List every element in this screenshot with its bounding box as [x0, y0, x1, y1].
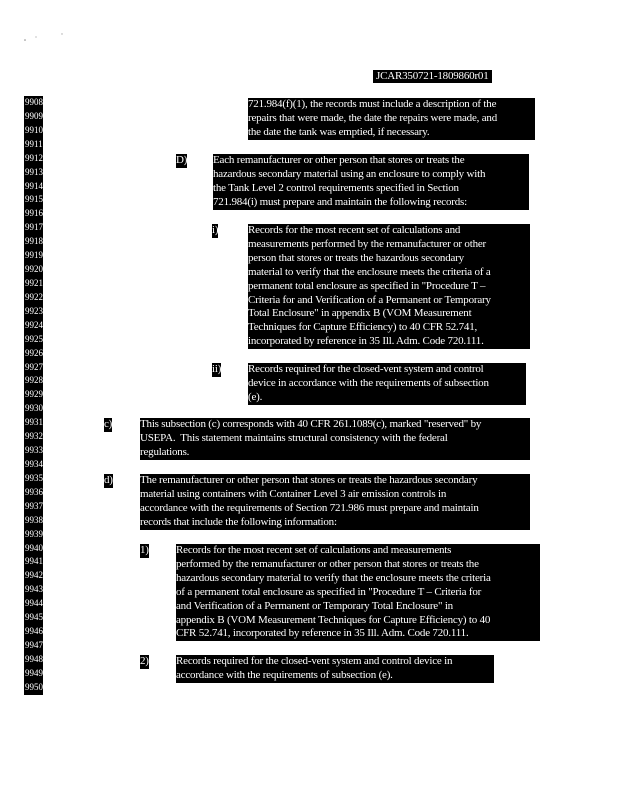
line-number: 9939 [25, 528, 43, 539]
item-c-paragraph [140, 418, 530, 460]
line-number: 9926 [25, 347, 43, 358]
text-line: measurements performed by the remanufacturer or other [248, 237, 487, 250]
text-line: material using containers with Container Level 3 air emission controls in [140, 487, 447, 500]
item-label-d: d) [104, 474, 113, 486]
text-line: accordance with the requirements of Section 721.986 must prepare and maintain [140, 501, 479, 514]
text-line: Records required for the closed-vent system and control device in [176, 655, 453, 667]
item-1-paragraph [176, 544, 540, 641]
line-number: 9933 [25, 445, 43, 456]
text-line: of a permanent total enclosure as specified in "Procedure T – Criteria for [176, 585, 482, 598]
line-number: 9909 [25, 110, 43, 121]
line-number: 9935 [25, 472, 43, 483]
line-number: 9942 [25, 570, 43, 581]
text-line: appendix B (VOM Measurement Techniques for Capture Efficiency) to 40 [176, 613, 491, 626]
item-2-paragraph [176, 655, 494, 683]
document-code: JCAR350721-1809860r01 [373, 70, 492, 83]
text-line: hazardous secondary material to verify that the enclosure meets the criteria [176, 571, 491, 584]
text-line: Records for the most recent set of calculations and measurements [176, 544, 452, 556]
text-line: Records required for the closed-vent system and control [248, 363, 484, 375]
continuation-paragraph [248, 98, 535, 140]
line-number: 9919 [25, 250, 43, 261]
line-number: 9936 [25, 486, 43, 497]
line-number: 9938 [25, 514, 43, 525]
text-line: and Verification of a Permanent or Temporary Total Enclosure" in [176, 599, 453, 612]
line-number: 9921 [25, 277, 43, 288]
item-label-1: 1) [140, 544, 149, 556]
text-line: the Tank Level 2 control requirements specified in Section [213, 181, 459, 194]
text-line: The remanufacturer or other person that stores or treats the hazardous secondary [140, 474, 478, 486]
line-number: 9915 [25, 194, 43, 205]
line-number: 9913 [25, 166, 43, 177]
line-number: 9911 [25, 138, 43, 149]
line-number-column [24, 96, 43, 695]
text-line: Each remanufacturer or other person that stores or treats the [213, 154, 465, 166]
item-label-i: i) [212, 224, 219, 236]
line-number: 9945 [25, 612, 43, 623]
item-ii-paragraph [248, 363, 526, 405]
item-label-c: c) [104, 418, 113, 430]
line-number: 9916 [25, 208, 43, 219]
line-number: 9949 [25, 667, 43, 678]
line-number: 9947 [25, 639, 43, 650]
line-number: 9912 [25, 152, 43, 163]
text-line: This subsection (c) corresponds with 40 CFR 261.1089(c), marked "reserved" by [140, 418, 482, 430]
line-number: 9922 [25, 291, 43, 302]
line-number: 9929 [25, 389, 43, 400]
line-number: 9927 [25, 361, 43, 372]
text-line: regulations. [140, 445, 190, 458]
line-number: 9908 [25, 97, 43, 107]
item-d-paragraph [140, 474, 530, 530]
item-D-paragraph [213, 154, 529, 210]
line-number: 9910 [25, 124, 43, 135]
text-line: 721.984(i) must prepare and maintain the following records: [213, 195, 467, 208]
text-line: Criteria for and Verification of a Permanent or Temporary [248, 293, 491, 306]
line-number: 9937 [25, 500, 43, 511]
text-line: performed by the remanufacturer or other person that stores or treats the [176, 557, 479, 570]
item-label-ii: ii) [212, 363, 222, 375]
text-line: the date the tank was emptied, if necessary. [248, 125, 430, 138]
line-number: 9932 [25, 431, 43, 442]
line-number: 9925 [25, 333, 43, 344]
text-line: CFR 52.741, incorporated by reference in 35 Ill. Adm. Code 720.111. [176, 627, 469, 640]
text-line: device in accordance with the requirements of subsection [248, 376, 489, 389]
line-number: 9948 [25, 653, 43, 664]
text-line: repairs that were made, the date the repairs were made, and [248, 111, 498, 124]
line-number: 9950 [25, 681, 43, 692]
line-number: 9928 [25, 375, 43, 386]
line-number: 9940 [25, 542, 43, 553]
line-number: 9923 [25, 305, 43, 316]
line-number: 9941 [25, 556, 43, 567]
line-number: 9930 [25, 403, 43, 414]
text-line: USEPA. This statement maintains structural consistency with the federal [140, 431, 448, 444]
text-line: incorporated by reference in 35 Ill. Adm. Code 720.111. [248, 335, 484, 348]
text-line: hazardous secondary material using an enclosure to comply with [213, 167, 486, 180]
line-number: 9946 [25, 626, 43, 637]
text-line: permanent total enclosure as specified in "Procedure T – [248, 279, 486, 292]
item-i-paragraph [248, 224, 530, 349]
line-number: 9931 [25, 417, 43, 428]
line-number: 9943 [25, 584, 43, 595]
line-number: 9920 [25, 264, 43, 275]
text-line: accordance with the requirements of subsection (e). [176, 668, 393, 681]
text-line: (e). [248, 390, 263, 403]
line-number: 9918 [25, 236, 43, 247]
scan-specks [22, 28, 72, 48]
line-number: 9934 [25, 458, 43, 469]
item-label-D: D) [176, 154, 188, 166]
text-line: records that include the following information: [140, 515, 337, 528]
text-line: Techniques for Capture Efficiency) to 40 CFR 52.741, [248, 321, 478, 334]
text-line: Total Enclosure" in appendix B (VOM Measurement [248, 307, 472, 320]
line-number: 9914 [25, 180, 43, 191]
item-label-2: 2) [140, 655, 149, 667]
line-number: 9917 [25, 222, 43, 233]
line-number: 9924 [25, 319, 43, 330]
text-line: Records for the most recent set of calculations and [248, 224, 461, 236]
text-line: material to verify that the enclosure meets the criteria of a [248, 265, 491, 278]
text-line: 721.984(f)(1), the records must include a description of the [248, 98, 497, 110]
text-line: person that stores or treats the hazardous secondary [248, 251, 464, 264]
line-number: 9944 [25, 598, 43, 609]
